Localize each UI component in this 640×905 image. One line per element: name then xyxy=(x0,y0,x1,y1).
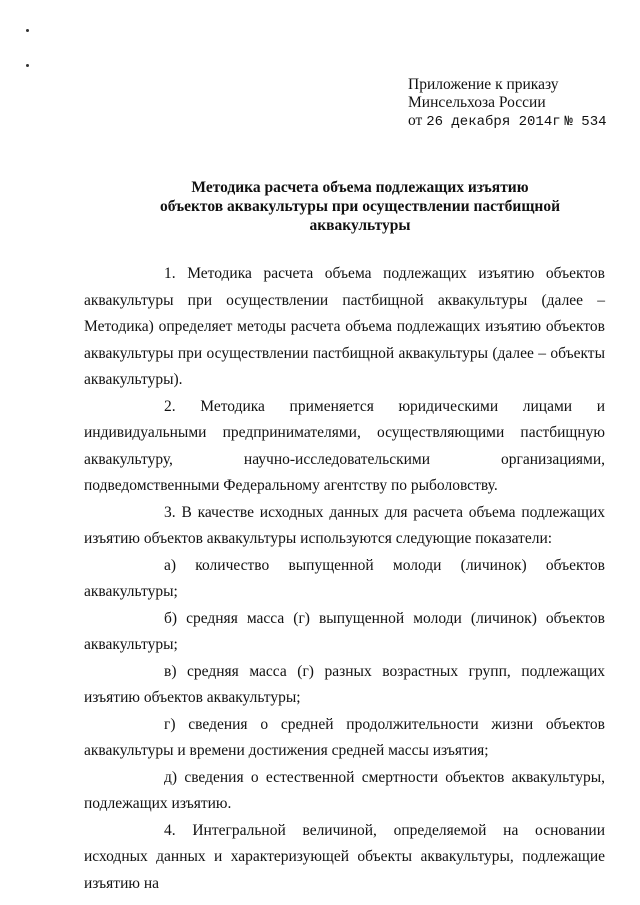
paragraph-4 xyxy=(84,818,605,898)
list-item-text: б) средняя масса (г) выпущенной молоди (личинок) объектов аквакультуры; xyxy=(84,609,605,653)
appendix-date: 26 декабря 2014г xyxy=(426,114,561,130)
paragraph-text: Интегральной величиной, определяемой на основании исходных данных и характеризующей объекты аквакультуры, подлежащие изъятию на xyxy=(84,821,605,892)
appendix-line-1: Приложение к приказу xyxy=(408,76,559,93)
list-item-a xyxy=(84,553,605,606)
list-item-d xyxy=(84,712,605,765)
paragraph-text: Методика расчета объема подлежащих изъятию объектов аквакультуры при осуществлении пастбищной аквакультуры (далее – Методика) определяет методы расчета объема подлежащих изъятию объектов аквакультуры при осуществлении пастбищной аквакультуры (далее – объекты аквакультуры). xyxy=(84,265,606,388)
title-line-1: Методика расчета объема подлежащих изъятию xyxy=(191,179,529,196)
appendix-header xyxy=(408,76,607,131)
paragraph-1 xyxy=(84,261,605,394)
document-body xyxy=(84,261,605,897)
paragraph-text: Методика применяется юридическими лицами и индивидуальными предпринимателями, осуществляющими пастбищную аквакультуру, научно-исследовательскими организациями, подведомственными Федеральному агентству по рыболовству. xyxy=(84,397,605,494)
scan-speck xyxy=(26,64,29,67)
scan-speck xyxy=(26,29,29,32)
title-line-2: объектов аквакультуры при осуществлении пастбищной xyxy=(159,198,561,215)
paragraph-text: В качестве исходных данных для расчета объема подлежащих изъятию объектов аквакультуры используются следующие показатели: xyxy=(84,503,605,547)
appendix-order-number: № 534 xyxy=(564,114,607,130)
title-line-3: аквакультуры xyxy=(309,217,411,234)
list-item-text: в) средняя масса (г) разных возрастных групп, подлежащих изъятию объектов аквакультуры; xyxy=(84,662,605,706)
appendix-date-prefix: от xyxy=(408,112,423,129)
paragraph-number: 4. xyxy=(164,821,176,839)
list-item-b xyxy=(84,606,605,659)
list-item-text: г) сведения о средней продолжительности жизни объектов аквакультуры и времени достижения средней массы изъятия; xyxy=(84,715,605,759)
paragraph-number: 3. xyxy=(164,503,176,521)
paragraph-2 xyxy=(84,394,605,500)
list-item-e xyxy=(84,765,605,818)
list-item-c xyxy=(84,659,605,712)
document-title xyxy=(150,178,570,235)
paragraph-number: 1. xyxy=(164,265,176,282)
list-item-text: а) количество выпущенной молоди (личинок) объектов аквакультуры; xyxy=(84,556,605,600)
list-item-text: д) сведения о естественной смертности объектов аквакультуры, подлежащих изъятию. xyxy=(84,768,605,812)
paragraph-number: 2. xyxy=(164,397,176,415)
paragraph-3 xyxy=(84,500,605,553)
appendix-line-2: Минсельхоза России xyxy=(408,94,546,111)
appendix-line-3 xyxy=(408,112,607,131)
